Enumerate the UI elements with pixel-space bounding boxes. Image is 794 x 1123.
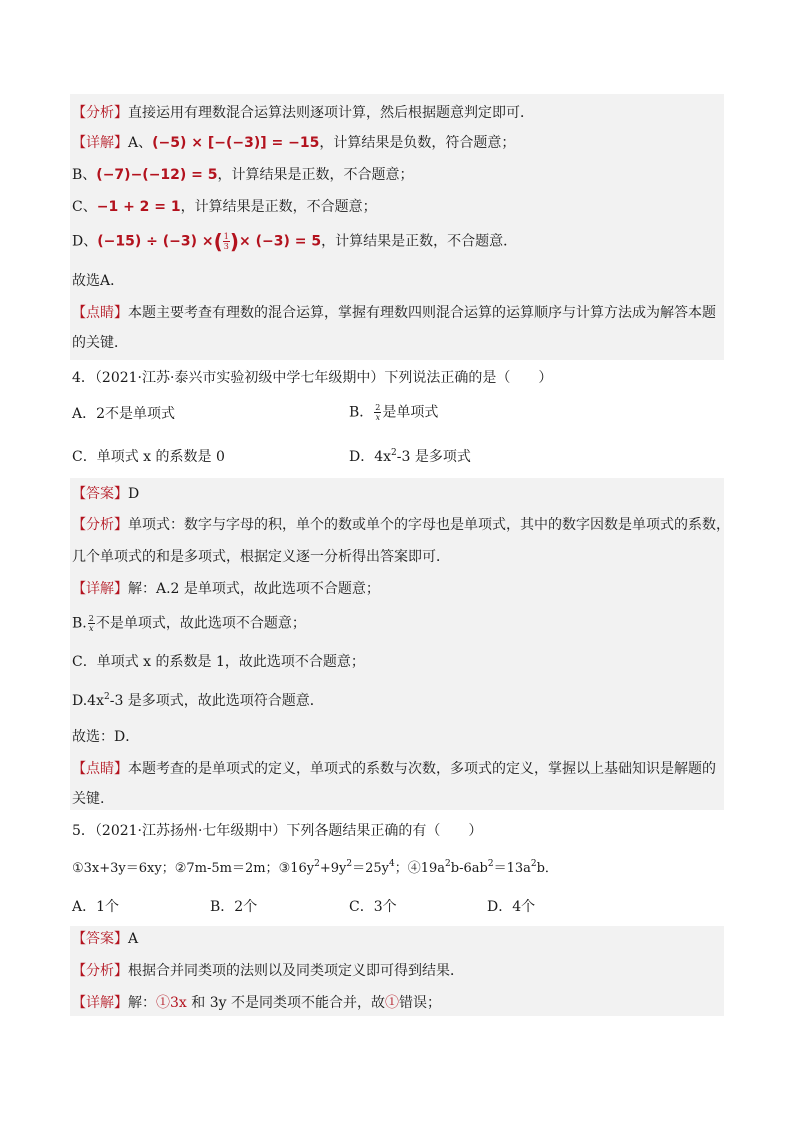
q3-comment-1: 【点睛】本题主要考查有理数的混合运算，掌握有理数四则混合运算的运算顺序与计算方法成为解答本题 bbox=[72, 305, 716, 321]
q5-detail: 【详解】解：①3x 和 3y 不是同类项不能合并，故①错误； bbox=[72, 995, 441, 1011]
q4-comment-1: 【点睛】本题考查的是单项式的定义，单项式的系数与次数，多项式的定义，掌握以上基础知识是解题的 bbox=[72, 761, 716, 777]
q4-detail-b: B. $\frac{2}{x}$ 不是单项式，故此选项不合题意； bbox=[72, 614, 306, 633]
q4-analysis-2: 几个单项式的和是多项式，根据定义逐一分析得出答案即可． bbox=[72, 549, 450, 565]
q3-analysis: 【分析】直接运用有理数混合运算法则逐项计算，然后根据题意判定即可． bbox=[72, 105, 534, 121]
q4-option-c: C．单项式 x 的系数是 0 bbox=[72, 449, 225, 465]
q5-option-c: C．3个 bbox=[349, 899, 397, 915]
q4-answer: 【答案】D bbox=[72, 486, 140, 502]
q4-choice: 故选：D． bbox=[72, 729, 140, 745]
q5-option-a: A．1个 bbox=[72, 899, 120, 915]
q4-detail-a: 【详解】解：A.2 是单项式，故此选项不合题意； bbox=[72, 581, 380, 597]
q5-option-d: D．4个 bbox=[487, 899, 536, 915]
fraction-2-over-x: $\frac{2}{x}$ bbox=[375, 403, 381, 422]
q4-analysis-1: 【分析】单项式：数字与字母的积，单个的数或单个的字母也是单项式，其中的数字因数是单项式的系数， bbox=[72, 517, 730, 533]
q3-comment-2: 的关键． bbox=[72, 335, 128, 351]
q4-detail-c: C．单项式 x 的系数是 1，故此选项不合题意； bbox=[72, 654, 365, 670]
detail-tag: 【详解】 bbox=[72, 581, 128, 597]
comment-tag: 【点睛】 bbox=[72, 761, 128, 777]
q5-analysis: 【分析】根据合并同类项的法则以及同类项定义即可得到结果． bbox=[72, 963, 464, 979]
q5-items: ①3x+3y＝6xy；②7m-5m＝2m；$③16y^2+9y^2=25y^4$；$④19a^2b-6ab^2=13a^2b$． bbox=[72, 859, 558, 876]
q3-detail-d: D、(−15) ÷ (−3) ×( $\frac{1}{3}$ )× (−3) = 5，计算结果是正数，不合题意． bbox=[72, 229, 518, 254]
q4-option-a: A．2不是单项式 bbox=[72, 406, 176, 422]
fraction-one-third: $\frac{1}{3}$ bbox=[223, 232, 229, 251]
q5-answer: 【答案】A bbox=[72, 931, 139, 947]
q4-option-b: B． $\frac{2}{x}$ 是单项式 bbox=[349, 403, 439, 422]
q3-choice: 故选A． bbox=[72, 273, 125, 289]
q5-stem: 5．（2021·江苏扬州·七年级期中）下列各题结果正确的有（ ） bbox=[72, 823, 483, 839]
q4-detail-d: $D.4x^2-3$ 是多项式，故此选项符合题意． bbox=[72, 692, 324, 709]
analysis-tag: 【分析】 bbox=[72, 105, 128, 121]
answer-tag: 【答案】 bbox=[72, 486, 128, 502]
comment-tag: 【点睛】 bbox=[72, 305, 128, 321]
analysis-tag: 【分析】 bbox=[72, 963, 128, 979]
q3-detail-b: B、(−7)−(−12) = 5，计算结果是正数，不合题意； bbox=[72, 167, 414, 183]
q3-detail-a: 【详解】A、(−5) × [−(−3)] = −15，计算结果是负数，符合题意； bbox=[72, 135, 516, 151]
q3-detail-c: C、−1 + 2 = 1，计算结果是正数，不合题意； bbox=[72, 199, 377, 215]
q5-option-b: B．2个 bbox=[210, 899, 258, 915]
q4-comment-2: 关键. bbox=[72, 791, 105, 807]
answer-tag: 【答案】 bbox=[72, 931, 128, 947]
q4-stem: 4．（2021·江苏·泰兴市实验初级中学七年级期中）下列说法正确的是（ ） bbox=[72, 370, 553, 386]
detail-tag: 【详解】 bbox=[72, 135, 128, 151]
q4-option-d: D．$4x^2-3$ 是多项式 bbox=[349, 448, 471, 465]
analysis-tag: 【分析】 bbox=[72, 517, 128, 533]
fraction-2-over-x: $\frac{2}{x}$ bbox=[88, 614, 94, 633]
detail-tag: 【详解】 bbox=[72, 995, 128, 1011]
